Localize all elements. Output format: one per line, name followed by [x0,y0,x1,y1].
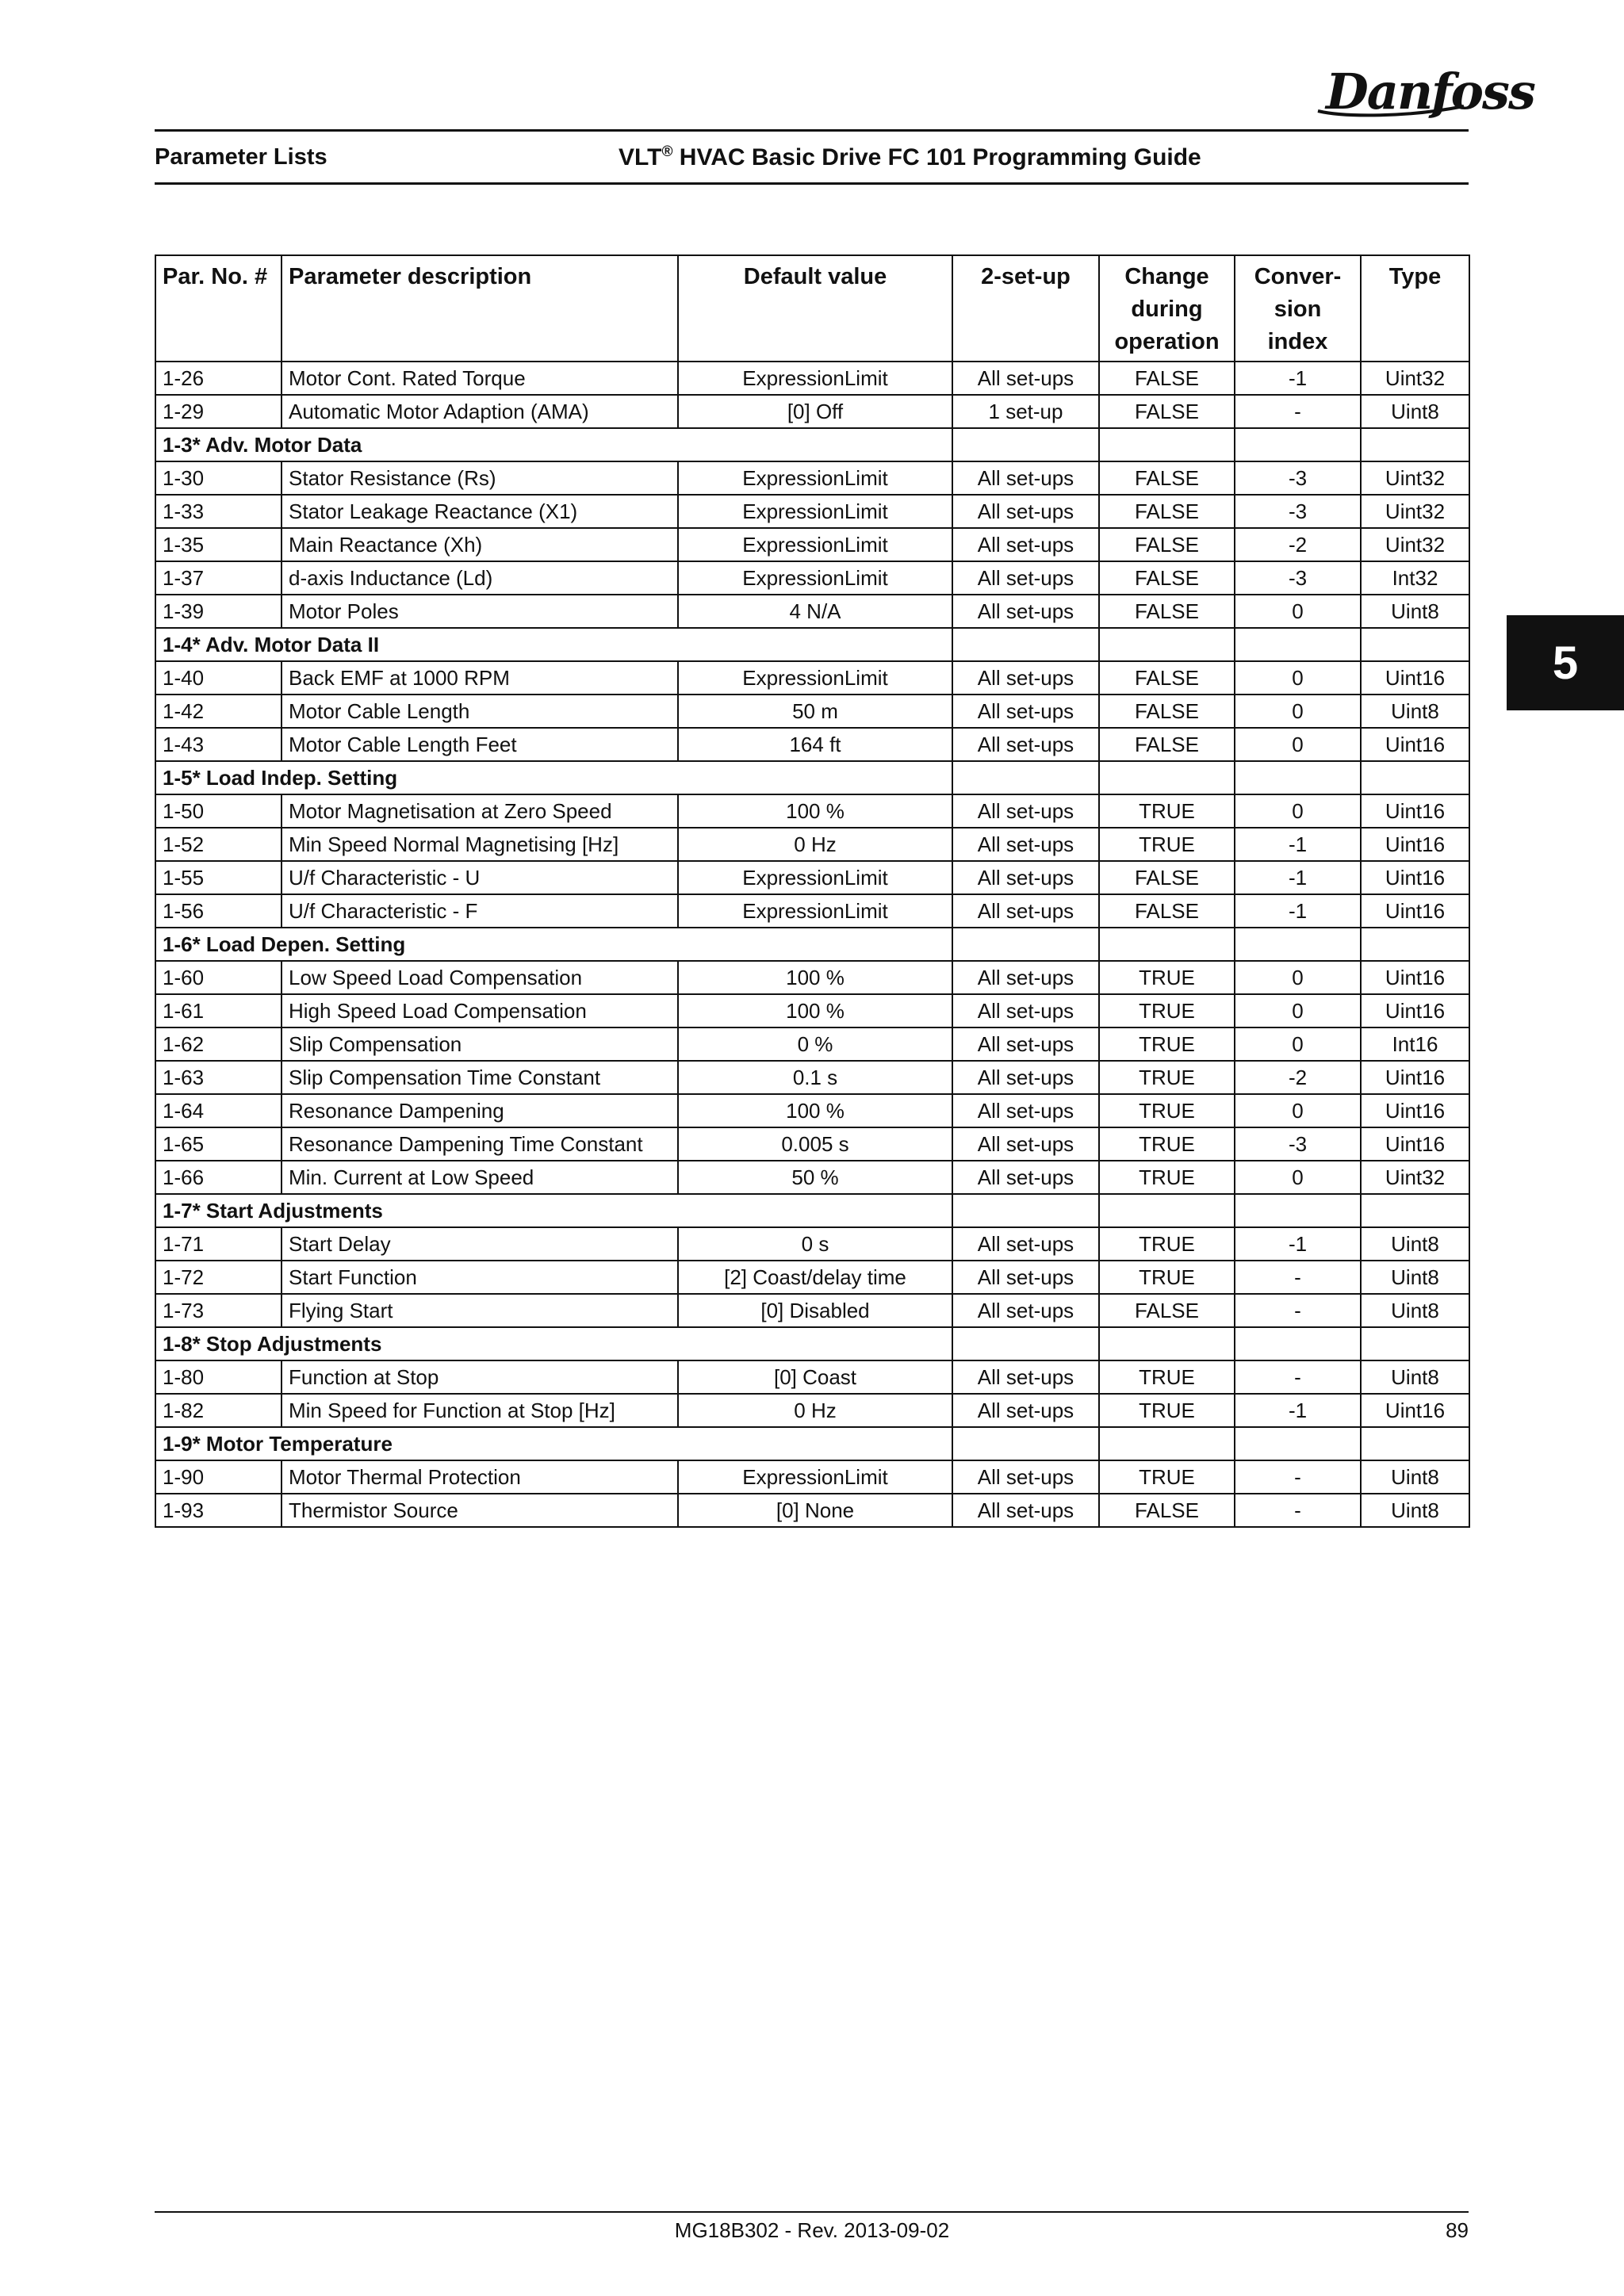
conversion-index-cell: 0 [1235,595,1361,628]
group-header-row [155,428,1469,461]
col-header-setup: 2-set-up [952,255,1099,362]
default-value-cell: [0] Coast [678,1360,952,1394]
table-row [155,828,1469,861]
empty-cell [1235,928,1361,961]
type-cell: Uint32 [1361,461,1469,495]
type-cell: Uint16 [1361,1094,1469,1127]
table-header-row [155,255,1469,362]
setup-cell: All set-ups [952,1227,1099,1261]
description-cell: Min Speed for Function at Stop [Hz] [282,1394,678,1427]
conversion-index-cell: - [1235,395,1361,428]
table-row [155,1494,1469,1527]
conversion-index-cell: - [1235,1494,1361,1527]
description-cell: Resonance Dampening Time Constant [282,1127,678,1161]
setup-cell: All set-ups [952,1094,1099,1127]
conversion-index-cell: -1 [1235,894,1361,928]
change-during-operation-cell: FALSE [1099,495,1235,528]
col-header-change-during-operation: Change during operation [1099,255,1235,362]
header-rule-bottom [155,182,1469,185]
default-value-cell: 100 % [678,1094,952,1127]
description-cell: Low Speed Load Compensation [282,961,678,994]
conversion-index-cell: -1 [1235,1394,1361,1427]
type-cell: Uint16 [1361,794,1469,828]
conversion-index-cell: 0 [1235,661,1361,695]
setup-cell: All set-ups [952,861,1099,894]
table-row [155,1294,1469,1327]
logo-text: Danfoss [1326,63,1534,121]
description-cell: Flying Start [282,1294,678,1327]
default-value-cell: 0 s [678,1227,952,1261]
par-no-cell: 1-39 [155,595,282,628]
empty-cell [952,428,1099,461]
setup-cell: All set-ups [952,461,1099,495]
change-during-operation-cell: TRUE [1099,1227,1235,1261]
type-cell: Uint32 [1361,495,1469,528]
table-row [155,362,1469,395]
col-header-par-no: Par. No. # [155,255,282,362]
setup-cell: All set-ups [952,495,1099,528]
change-during-operation-cell: FALSE [1099,1294,1235,1327]
par-no-cell: 1-73 [155,1294,282,1327]
default-value-cell: 100 % [678,961,952,994]
conversion-index-cell: -1 [1235,1227,1361,1261]
setup-cell: All set-ups [952,894,1099,928]
empty-cell [1099,428,1235,461]
title-rest: HVAC Basic Drive FC 101 Programming Guide [672,144,1201,170]
change-during-operation-cell: TRUE [1099,1027,1235,1061]
par-no-cell: 1-71 [155,1227,282,1261]
empty-cell [1099,1327,1235,1360]
type-cell: Uint32 [1361,528,1469,561]
change-during-operation-cell: TRUE [1099,828,1235,861]
conversion-index-cell: - [1235,1360,1361,1394]
conversion-index-cell: -3 [1235,495,1361,528]
description-cell: High Speed Load Compensation [282,994,678,1027]
type-cell: Uint16 [1361,1394,1469,1427]
conversion-index-cell: - [1235,1294,1361,1327]
conversion-index-cell: -3 [1235,561,1361,595]
empty-cell [1099,928,1235,961]
change-during-operation-cell: TRUE [1099,794,1235,828]
type-cell: Int32 [1361,561,1469,595]
setup-cell: All set-ups [952,695,1099,728]
default-value-cell: ExpressionLimit [678,861,952,894]
par-no-cell: 1-29 [155,395,282,428]
table-row [155,1127,1469,1161]
par-no-cell: 1-60 [155,961,282,994]
default-value-cell: ExpressionLimit [678,661,952,695]
setup-cell: All set-ups [952,1494,1099,1527]
empty-cell [1235,1194,1361,1227]
default-value-cell: 0 Hz [678,1394,952,1427]
document-reference: MG18B302 - Rev. 2013-09-02 [674,2218,950,2242]
table-row [155,561,1469,595]
type-cell: Uint8 [1361,595,1469,628]
par-no-cell: 1-72 [155,1261,282,1294]
par-no-cell: 1-35 [155,528,282,561]
change-during-operation-cell: FALSE [1099,728,1235,761]
change-during-operation-cell: FALSE [1099,395,1235,428]
type-cell: Uint16 [1361,1061,1469,1094]
default-value-cell: ExpressionLimit [678,1460,952,1494]
type-cell: Uint8 [1361,1294,1469,1327]
empty-cell [1361,628,1469,661]
default-value-cell: [0] Disabled [678,1294,952,1327]
setup-cell: All set-ups [952,1360,1099,1394]
empty-cell [1361,1327,1469,1360]
group-label: 1-5* Load Indep. Setting [155,761,952,794]
empty-cell [1099,761,1235,794]
default-value-cell: 4 N/A [678,595,952,628]
change-during-operation-cell: FALSE [1099,661,1235,695]
type-cell: Uint8 [1361,1227,1469,1261]
type-cell: Uint8 [1361,1460,1469,1494]
empty-cell [1361,928,1469,961]
col-header-type: Type [1361,255,1469,362]
conversion-index-cell: 0 [1235,961,1361,994]
setup-cell: All set-ups [952,1460,1099,1494]
group-label: 1-4* Adv. Motor Data II [155,628,952,661]
type-cell: Uint16 [1361,728,1469,761]
par-no-cell: 1-43 [155,728,282,761]
default-value-cell: 0.005 s [678,1127,952,1161]
par-no-cell: 1-33 [155,495,282,528]
setup-cell: All set-ups [952,1127,1099,1161]
description-cell: Start Function [282,1261,678,1294]
group-label: 1-9* Motor Temperature [155,1427,952,1460]
table-row [155,1261,1469,1294]
danfoss-logo [1313,62,1534,122]
conversion-index-cell: 0 [1235,1094,1361,1127]
default-value-cell: ExpressionLimit [678,461,952,495]
par-no-cell: 1-93 [155,1494,282,1527]
conversion-index-cell: - [1235,1261,1361,1294]
change-during-operation-cell: FALSE [1099,1494,1235,1527]
setup-cell: All set-ups [952,1161,1099,1194]
change-during-operation-cell: TRUE [1099,1261,1235,1294]
default-value-cell: 100 % [678,994,952,1027]
setup-cell: All set-ups [952,728,1099,761]
description-cell: Main Reactance (Xh) [282,528,678,561]
default-value-cell: ExpressionLimit [678,561,952,595]
change-during-operation-cell: FALSE [1099,528,1235,561]
group-label: 1-3* Adv. Motor Data [155,428,952,461]
default-value-cell: 164 ft [678,728,952,761]
setup-cell: All set-ups [952,561,1099,595]
group-label: 1-6* Load Depen. Setting [155,928,952,961]
setup-cell: All set-ups [952,994,1099,1027]
par-no-cell: 1-50 [155,794,282,828]
default-value-cell: ExpressionLimit [678,495,952,528]
type-cell: Uint8 [1361,1360,1469,1394]
table-row [155,595,1469,628]
conversion-index-cell: 0 [1235,994,1361,1027]
type-cell: Uint16 [1361,828,1469,861]
conversion-index-cell: 0 [1235,1027,1361,1061]
description-cell: Min Speed Normal Magnetising [Hz] [282,828,678,861]
change-during-operation-cell: TRUE [1099,1061,1235,1094]
par-no-cell: 1-26 [155,362,282,395]
table-row [155,661,1469,695]
chapter-tab: 5 [1507,615,1624,710]
conversion-index-cell: -1 [1235,861,1361,894]
description-cell: Thermistor Source [282,1494,678,1527]
empty-cell [1361,761,1469,794]
conversion-index-cell: -1 [1235,362,1361,395]
table-row [155,794,1469,828]
setup-cell: All set-ups [952,828,1099,861]
table-row [155,1161,1469,1194]
par-no-cell: 1-61 [155,994,282,1027]
description-cell: Stator Leakage Reactance (X1) [282,495,678,528]
par-no-cell: 1-42 [155,695,282,728]
type-cell: Uint32 [1361,362,1469,395]
par-no-cell: 1-65 [155,1127,282,1161]
change-during-operation-cell: FALSE [1099,861,1235,894]
default-value-cell: 50 % [678,1161,952,1194]
type-cell: Uint16 [1361,1127,1469,1161]
description-cell: Motor Cont. Rated Torque [282,362,678,395]
default-value-cell: 50 m [678,695,952,728]
empty-cell [952,628,1099,661]
group-header-row [155,1427,1469,1460]
registered-mark: ® [661,144,673,160]
description-cell: Motor Cable Length [282,695,678,728]
table-row [155,861,1469,894]
empty-cell [952,761,1099,794]
description-cell: Back EMF at 1000 RPM [282,661,678,695]
description-cell: Motor Thermal Protection [282,1460,678,1494]
change-during-operation-cell: TRUE [1099,961,1235,994]
description-cell: Resonance Dampening [282,1094,678,1127]
group-header-row [155,761,1469,794]
type-cell: Uint32 [1361,1161,1469,1194]
par-no-cell: 1-90 [155,1460,282,1494]
description-cell: Automatic Motor Adaption (AMA) [282,395,678,428]
empty-cell [1235,1427,1361,1460]
group-label: 1-7* Start Adjustments [155,1194,952,1227]
change-during-operation-cell: TRUE [1099,1094,1235,1127]
change-during-operation-cell: FALSE [1099,894,1235,928]
setup-cell: 1 set-up [952,395,1099,428]
col-header-conversion-index: Conver- sion index [1235,255,1361,362]
col-header-description: Parameter description [282,255,678,362]
empty-cell [1235,628,1361,661]
conversion-index-cell: 0 [1235,794,1361,828]
empty-cell [1361,1194,1469,1227]
conversion-index-cell: - [1235,1460,1361,1494]
conversion-index-cell: -2 [1235,528,1361,561]
table-row [155,1360,1469,1394]
empty-cell [952,928,1099,961]
par-no-cell: 1-56 [155,894,282,928]
change-during-operation-cell: TRUE [1099,1360,1235,1394]
change-during-operation-cell: FALSE [1099,695,1235,728]
table-row [155,1227,1469,1261]
par-no-cell: 1-62 [155,1027,282,1061]
table-row [155,894,1469,928]
conversion-index-cell: -2 [1235,1061,1361,1094]
table-row [155,1394,1469,1427]
description-cell: Slip Compensation [282,1027,678,1061]
description-cell: d-axis Inductance (Ld) [282,561,678,595]
empty-cell [1099,1194,1235,1227]
default-value-cell: [2] Coast/delay time [678,1261,952,1294]
description-cell: U/f Characteristic - U [282,861,678,894]
description-cell: Min. Current at Low Speed [282,1161,678,1194]
setup-cell: All set-ups [952,1294,1099,1327]
change-during-operation-cell: TRUE [1099,1161,1235,1194]
col-header-default-value: Default value [678,255,952,362]
type-cell: Uint8 [1361,1261,1469,1294]
conversion-index-cell: -1 [1235,828,1361,861]
change-during-operation-cell: FALSE [1099,362,1235,395]
change-during-operation-cell: TRUE [1099,1460,1235,1494]
description-cell: Slip Compensation Time Constant [282,1061,678,1094]
par-no-cell: 1-80 [155,1360,282,1394]
par-no-cell: 1-52 [155,828,282,861]
par-no-cell: 1-64 [155,1094,282,1127]
change-during-operation-cell: FALSE [1099,461,1235,495]
conversion-index-cell: 0 [1235,695,1361,728]
default-value-cell: [0] None [678,1494,952,1527]
default-value-cell: ExpressionLimit [678,362,952,395]
empty-cell [1235,761,1361,794]
setup-cell: All set-ups [952,1061,1099,1094]
par-no-cell: 1-30 [155,461,282,495]
empty-cell [1099,1427,1235,1460]
type-cell: Uint16 [1361,861,1469,894]
default-value-cell: ExpressionLimit [678,528,952,561]
document-title [619,144,1201,171]
group-header-row [155,1194,1469,1227]
change-during-operation-cell: TRUE [1099,1394,1235,1427]
table-row [155,1460,1469,1494]
table-row [155,994,1469,1027]
table-row [155,495,1469,528]
change-during-operation-cell: TRUE [1099,1127,1235,1161]
conversion-index-cell: 0 [1235,1161,1361,1194]
table-row [155,695,1469,728]
conversion-index-cell: 0 [1235,728,1361,761]
table-row [155,461,1469,495]
description-cell: Motor Cable Length Feet [282,728,678,761]
empty-cell [1235,1327,1361,1360]
change-during-operation-cell: FALSE [1099,595,1235,628]
description-cell: Motor Poles [282,595,678,628]
group-label: 1-8* Stop Adjustments [155,1327,952,1360]
default-value-cell: 0 Hz [678,828,952,861]
setup-cell: All set-ups [952,528,1099,561]
empty-cell [952,1327,1099,1360]
setup-cell: All set-ups [952,1027,1099,1061]
default-value-cell: ExpressionLimit [678,894,952,928]
description-cell: Stator Resistance (Rs) [282,461,678,495]
table-row [155,1027,1469,1061]
empty-cell [1361,1427,1469,1460]
par-no-cell: 1-82 [155,1394,282,1427]
conversion-index-cell: -3 [1235,1127,1361,1161]
description-cell: Function at Stop [282,1360,678,1394]
setup-cell: All set-ups [952,1261,1099,1294]
change-during-operation-cell: FALSE [1099,561,1235,595]
group-header-row [155,1327,1469,1360]
conversion-index-cell: -3 [1235,461,1361,495]
empty-cell [952,1427,1099,1460]
table-row [155,1094,1469,1127]
par-no-cell: 1-63 [155,1061,282,1094]
type-cell: Uint16 [1361,961,1469,994]
default-value-cell: 0 % [678,1027,952,1061]
description-cell: Motor Magnetisation at Zero Speed [282,794,678,828]
type-cell: Uint8 [1361,1494,1469,1527]
type-cell: Uint8 [1361,395,1469,428]
empty-cell [952,1194,1099,1227]
par-no-cell: 1-37 [155,561,282,595]
footer-rule [155,2211,1469,2213]
empty-cell [1235,428,1361,461]
header-rule-top [155,129,1469,132]
group-header-row [155,628,1469,661]
type-cell: Uint16 [1361,661,1469,695]
table-row [155,728,1469,761]
setup-cell: All set-ups [952,961,1099,994]
default-value-cell: 0.1 s [678,1061,952,1094]
table-row [155,1061,1469,1094]
title-prefix: VLT [619,144,662,170]
description-cell: U/f Characteristic - F [282,894,678,928]
setup-cell: All set-ups [952,595,1099,628]
table-row [155,395,1469,428]
default-value-cell: [0] Off [678,395,952,428]
default-value-cell: 100 % [678,794,952,828]
description-cell: Start Delay [282,1227,678,1261]
table-row [155,961,1469,994]
type-cell: Uint16 [1361,894,1469,928]
type-cell: Int16 [1361,1027,1469,1061]
table-row [155,528,1469,561]
group-header-row [155,928,1469,961]
change-during-operation-cell: TRUE [1099,994,1235,1027]
par-no-cell: 1-40 [155,661,282,695]
empty-cell [1099,628,1235,661]
parameter-table [155,254,1470,1528]
type-cell: Uint8 [1361,695,1469,728]
setup-cell: All set-ups [952,362,1099,395]
page-number: 89 [1446,2218,1469,2242]
par-no-cell: 1-55 [155,861,282,894]
setup-cell: All set-ups [952,794,1099,828]
setup-cell: All set-ups [952,661,1099,695]
empty-cell [1361,428,1469,461]
par-no-cell: 1-66 [155,1161,282,1194]
type-cell: Uint16 [1361,994,1469,1027]
setup-cell: All set-ups [952,1394,1099,1427]
section-title: Parameter Lists [155,144,327,170]
